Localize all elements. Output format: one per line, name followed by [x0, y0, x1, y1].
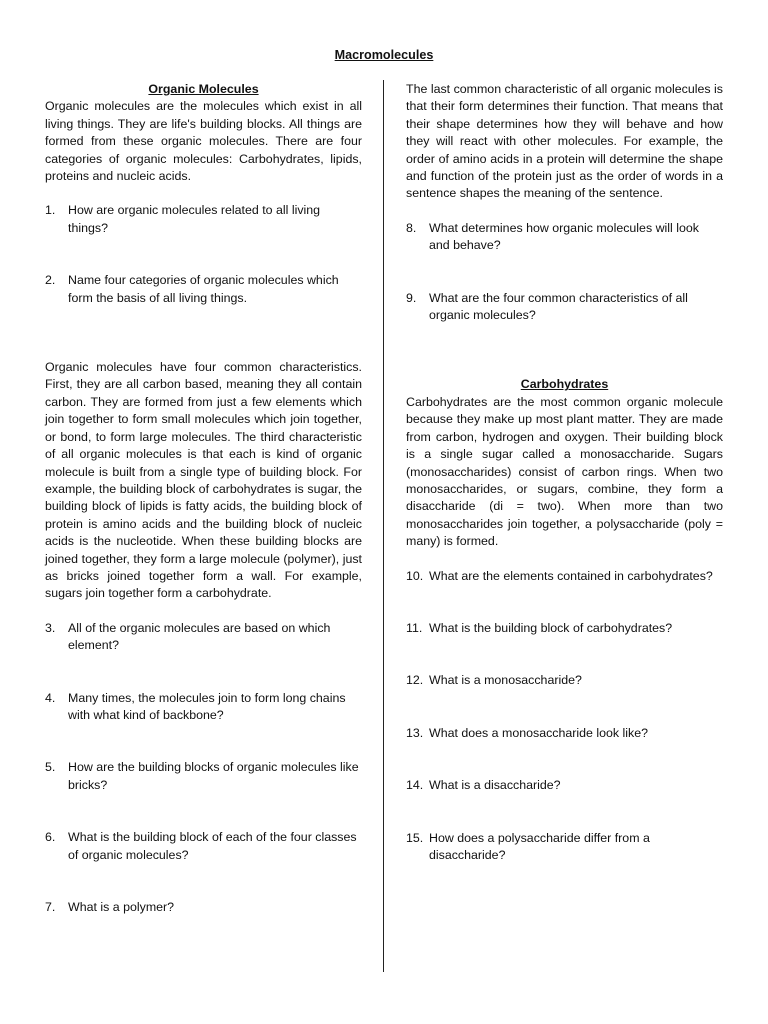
question-number: 9. [406, 290, 417, 305]
page-title: Macromolecules [334, 48, 434, 62]
paragraph-form-function: The last common characteristic of all organic molecules is that their form determines their function. That means that their shape determines how they will behave and how they will react with other molecules. For example, the order of amino acids in a protein will determine the shape and function of the protein just as the order of words in a sentence shapes the meaning of the sentence. [406, 82, 723, 201]
question-item [406, 672, 723, 689]
question-item [406, 290, 723, 325]
question-text: Many times, the molecules join to form long chains with what kind of backbone? [68, 690, 346, 722]
question-number: 10. [406, 568, 424, 583]
question-list [45, 202, 362, 307]
question-text: What is the building block of carbohydrates? [429, 620, 673, 635]
question-text: All of the organic molecules are based on which element? [68, 620, 331, 653]
question-list [45, 620, 362, 917]
section-heading-carbohydrates: Carbohydrates [520, 377, 609, 392]
question-item [45, 272, 362, 307]
question-number: 8. [406, 220, 417, 235]
question-item [45, 829, 362, 864]
column-divider [383, 80, 384, 972]
question-number: 4. [45, 690, 56, 705]
paragraph-characteristics: Organic molecules have four common characteristics. First, they are all carbon based, meaning they all contain carbon. They are formed from just a few elements which join together to form small molecules which join together, or bond, to form large molecules. The third characteristic of all organic molecules is that each is kind of organic molecule is built from a single type of building block. For example, the building block of carbohydrates is sugar, the building block of lipids is fatty acids, the building block of protein is amino acids and the building block of nucleic acids is the nucleotide. When these building blocks are joined together, they form a large molecule (polymer), just as bricks joined together form a wall. For example, sugars join together form a carbohydrate. [45, 360, 362, 601]
question-number: 11. [406, 620, 423, 635]
question-item [406, 830, 723, 865]
question-item [45, 690, 362, 725]
question-item [45, 899, 362, 916]
paragraph-carbohydrates: Carbohydrates are the most common organic molecule because they make up most plant matter. They are made from carbon, hydrogen and oxygen. Their building block is a single sugar called a monosaccharide. Sugars (monosaccharides) consist of carbon rings. When two monosaccharides, or sugars, combine, they form a disaccharide (di = two). When more than two monosaccharides join together, a polysaccharide (poly = many) is formed. [406, 394, 723, 549]
right-column [406, 81, 723, 864]
question-list [406, 568, 723, 865]
left-column [45, 81, 362, 916]
question-text: What is a disaccharide? [429, 778, 561, 793]
question-number: 6. [45, 830, 56, 845]
question-item [45, 202, 362, 237]
question-item [45, 759, 362, 794]
question-number: 7. [45, 900, 56, 914]
question-item [406, 620, 723, 637]
question-text: How are the building blocks of organic molecules like bricks? [68, 760, 359, 792]
question-item [406, 777, 723, 794]
paragraph-organic-intro: Organic molecules are the molecules which exist in all living things. They are life's building blocks. All things are formed from these organic molecules. There are four categories of organic molecules: Carbohydrates, lipids, proteins and nucleic acids. [45, 99, 362, 184]
section-heading-organic-molecules: Organic Molecules [148, 82, 259, 96]
question-number: 12. [406, 673, 424, 688]
question-text: What determines how organic molecules will look and behave? [429, 220, 699, 253]
question-text: How are organic molecules related to all living things? [68, 203, 321, 235]
question-text: What are the elements contained in carbohydrates? [429, 568, 713, 583]
question-item [406, 220, 723, 255]
question-text: Name four categories of organic molecules which form the basis of all living things. [68, 273, 339, 305]
question-number: 1. [45, 203, 56, 218]
question-item [406, 725, 723, 742]
question-text: What are the four common characteristics of all organic molecules? [429, 290, 688, 323]
question-number: 13. [406, 725, 424, 740]
question-item [45, 620, 362, 655]
question-list [406, 220, 723, 325]
question-number: 14. [406, 778, 424, 793]
question-number: 15. [406, 830, 424, 845]
question-text: What is the building block of each of the four classes of organic molecules? [68, 830, 357, 862]
question-text: How does a polysaccharide differ from a disaccharide? [429, 830, 650, 862]
question-text: What is a polymer? [68, 900, 175, 914]
question-text: What does a monosaccharide look like? [429, 725, 649, 740]
question-number: 3. [45, 620, 56, 635]
question-item [406, 568, 723, 585]
question-number: 5. [45, 760, 56, 775]
question-text: What is a monosaccharide? [429, 673, 582, 688]
question-number: 2. [45, 273, 56, 288]
